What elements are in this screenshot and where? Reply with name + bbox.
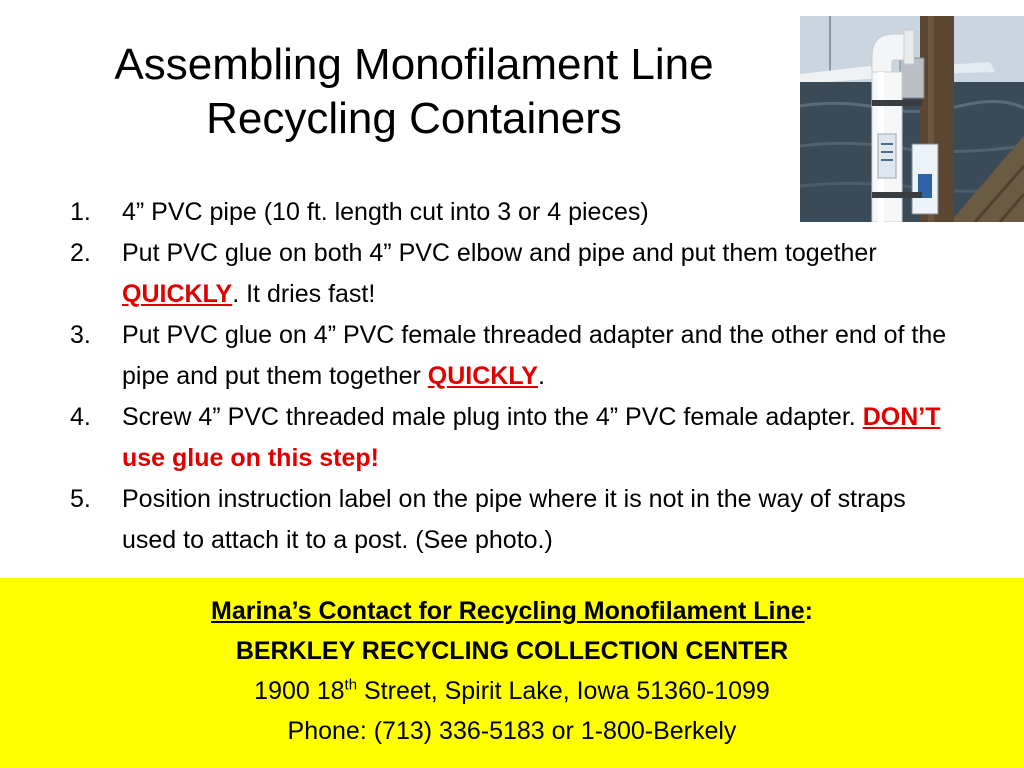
- step-text: 4” PVC pipe (10 ft. length cut into 3 or 4 pieces): [122, 198, 649, 226]
- contact-heading-line: [0, 591, 1024, 631]
- step-text-after: .: [538, 362, 545, 390]
- step-emphasis: DON’T: [862, 403, 941, 431]
- step-emphasis: QUICKLY: [122, 280, 233, 308]
- contact-name: BERKLEY RECYCLING COLLECTION CENTER: [235, 637, 789, 665]
- step-text: Put PVC glue on both 4” PVC elbow and pipe and put them together: [122, 239, 877, 267]
- step-text: Screw 4” PVC threaded male plug into the 4” PVC female adapter.: [122, 403, 863, 431]
- contact-heading: Marina’s Contact for Recycling Monofilament Line: [211, 597, 805, 625]
- address-number: 1900 18: [254, 677, 345, 705]
- step-item-3: [70, 315, 950, 397]
- step-number: 3.: [70, 321, 91, 349]
- step-emphasis: QUICKLY: [427, 362, 538, 390]
- assembly-steps-list: [70, 192, 950, 561]
- step-number: 4.: [70, 403, 91, 431]
- step-text: Position instruction label on the pipe where it is not in the way of straps used to attach it to a post. (See photo.): [122, 485, 906, 554]
- slide-title-line-1: Assembling Monofilament Line: [114, 40, 714, 89]
- step-number: 5.: [70, 485, 91, 513]
- address-ordinal: th: [344, 676, 358, 694]
- contact-phone: Phone: (713) 336-5183 or 1-800-Berkely: [287, 717, 737, 745]
- step-number: 1.: [70, 198, 91, 226]
- slide-title-line-2: Recycling Containers: [206, 94, 622, 143]
- address-rest: Street, Spirit Lake, Iowa 51360-1099: [357, 677, 770, 705]
- contact-info-box: [0, 578, 1024, 768]
- step-text: Put PVC glue on 4” PVC female threaded adapter and the other end of the pipe and put them together: [122, 321, 947, 390]
- contact-address: [0, 671, 1024, 711]
- step-item-2: [70, 233, 950, 315]
- slide-title: [40, 38, 788, 146]
- step-number: 2.: [70, 239, 91, 267]
- step-item-4: [70, 397, 950, 479]
- step-item-5: [70, 479, 950, 561]
- step-item-1: [70, 192, 950, 233]
- step-warning: use glue on this step!: [122, 444, 379, 472]
- contact-heading-colon: :: [804, 597, 813, 625]
- step-text-after: . It dries fast!: [232, 280, 376, 308]
